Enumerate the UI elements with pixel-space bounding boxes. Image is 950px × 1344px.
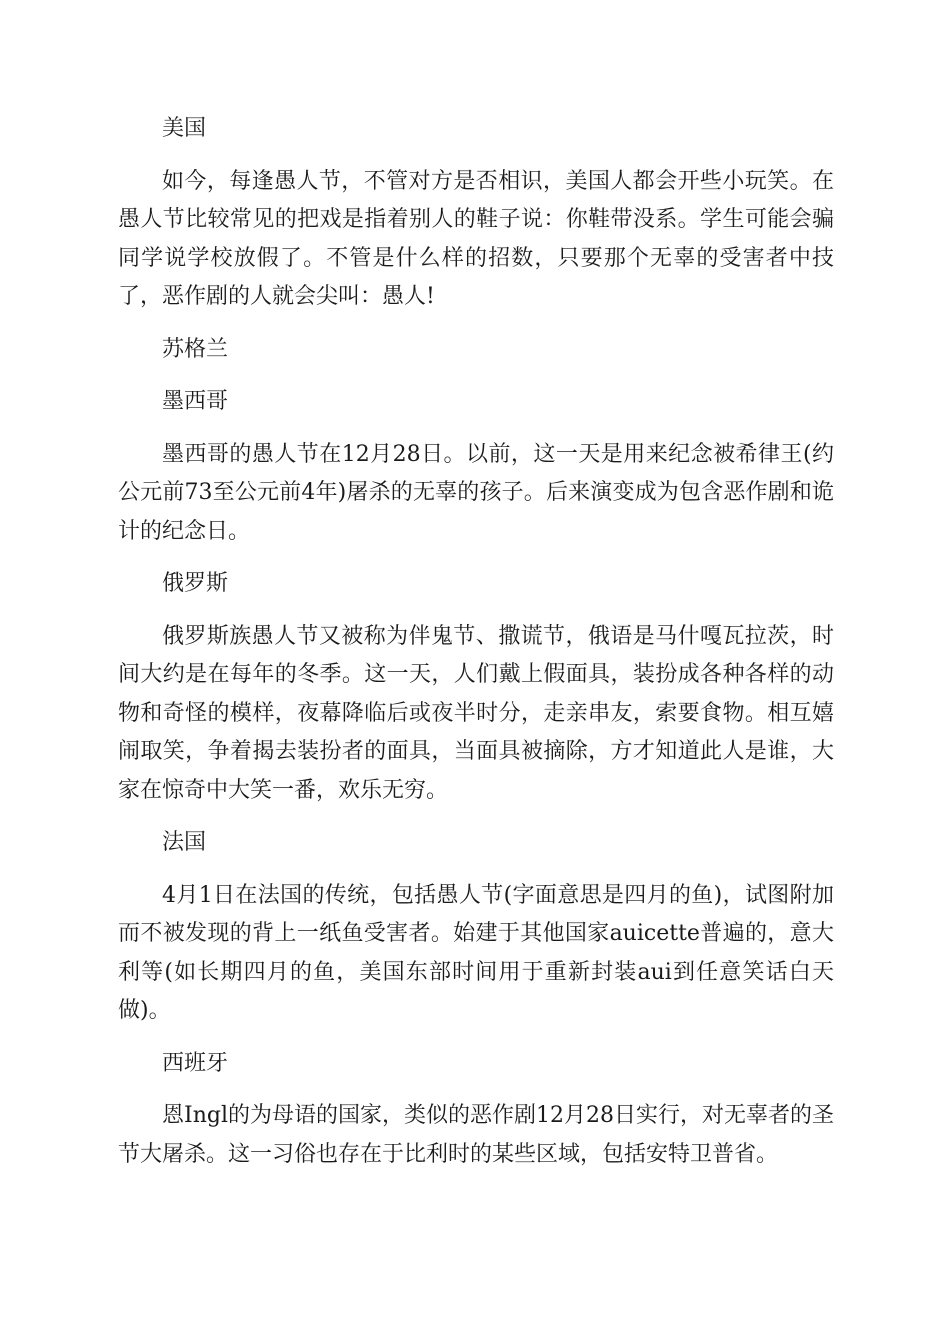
section-heading-usa: 美国 xyxy=(162,116,207,141)
section-body-mexico: 墨西哥的愚人节在12月28日。以前，这一天是用来纪念被希律王(约公元前73至公元前4年)屠杀的无辜的孩子。后来演变成为包含恶作剧和诡计的纪念日。 xyxy=(118,441,834,544)
section-heading-scotland: 苏格兰 xyxy=(162,336,229,362)
section-body-spain: 恩Ingl的为母语的国家，类似的恶作剧12月28日实行，对无辜者的圣节大屠杀。这一习俗也存在于比利时的某些区域，包括安特卫普省。 xyxy=(118,1103,834,1167)
section-body-france: 4月1日在法国的传统，包括愚人节(字面意思是四月的鱼)，试图附加而不被发现的背上一纸鱼受害者。始建于其他国家auicette普遍的，意大利等(如长期四月的鱼，美国东部时间用于重新封装aui到任意笑话白天做)。 xyxy=(118,882,834,1023)
section-heading-france: 法国 xyxy=(162,830,207,855)
section-body-usa: 如今，每逢愚人节，不管对方是否相识，美国人都会开些小玩笑。在愚人节比较常见的把戏是指着别人的鞋子说：你鞋带没系。学生可能会骗同学说学校放假了。不管是什么样的招数，只要那个无辜的受害者中技了，恶作剧的人就会尖叫：愚人! xyxy=(118,168,834,309)
document-body xyxy=(118,110,834,1188)
section-body-russia: 俄罗斯族愚人节又被称为伴鬼节、撒谎节，俄语是马什嘎瓦拉茨，时间大约是在每年的冬季。这一天，人们戴上假面具，装扮成各种各样的动物和奇怪的模样，夜幕降临后或夜半时分，走亲串友，索要食物。相互嬉闹取笑，争着揭去装扮者的面具，当面具被摘除，方才知道此人是谁，大家在惊奇中大笑一番，欢乐无穷。 xyxy=(118,623,834,803)
section-heading-spain: 西班牙 xyxy=(162,1050,229,1076)
section-heading-mexico: 墨西哥 xyxy=(162,389,229,414)
section-heading-russia: 俄罗斯 xyxy=(162,571,229,596)
